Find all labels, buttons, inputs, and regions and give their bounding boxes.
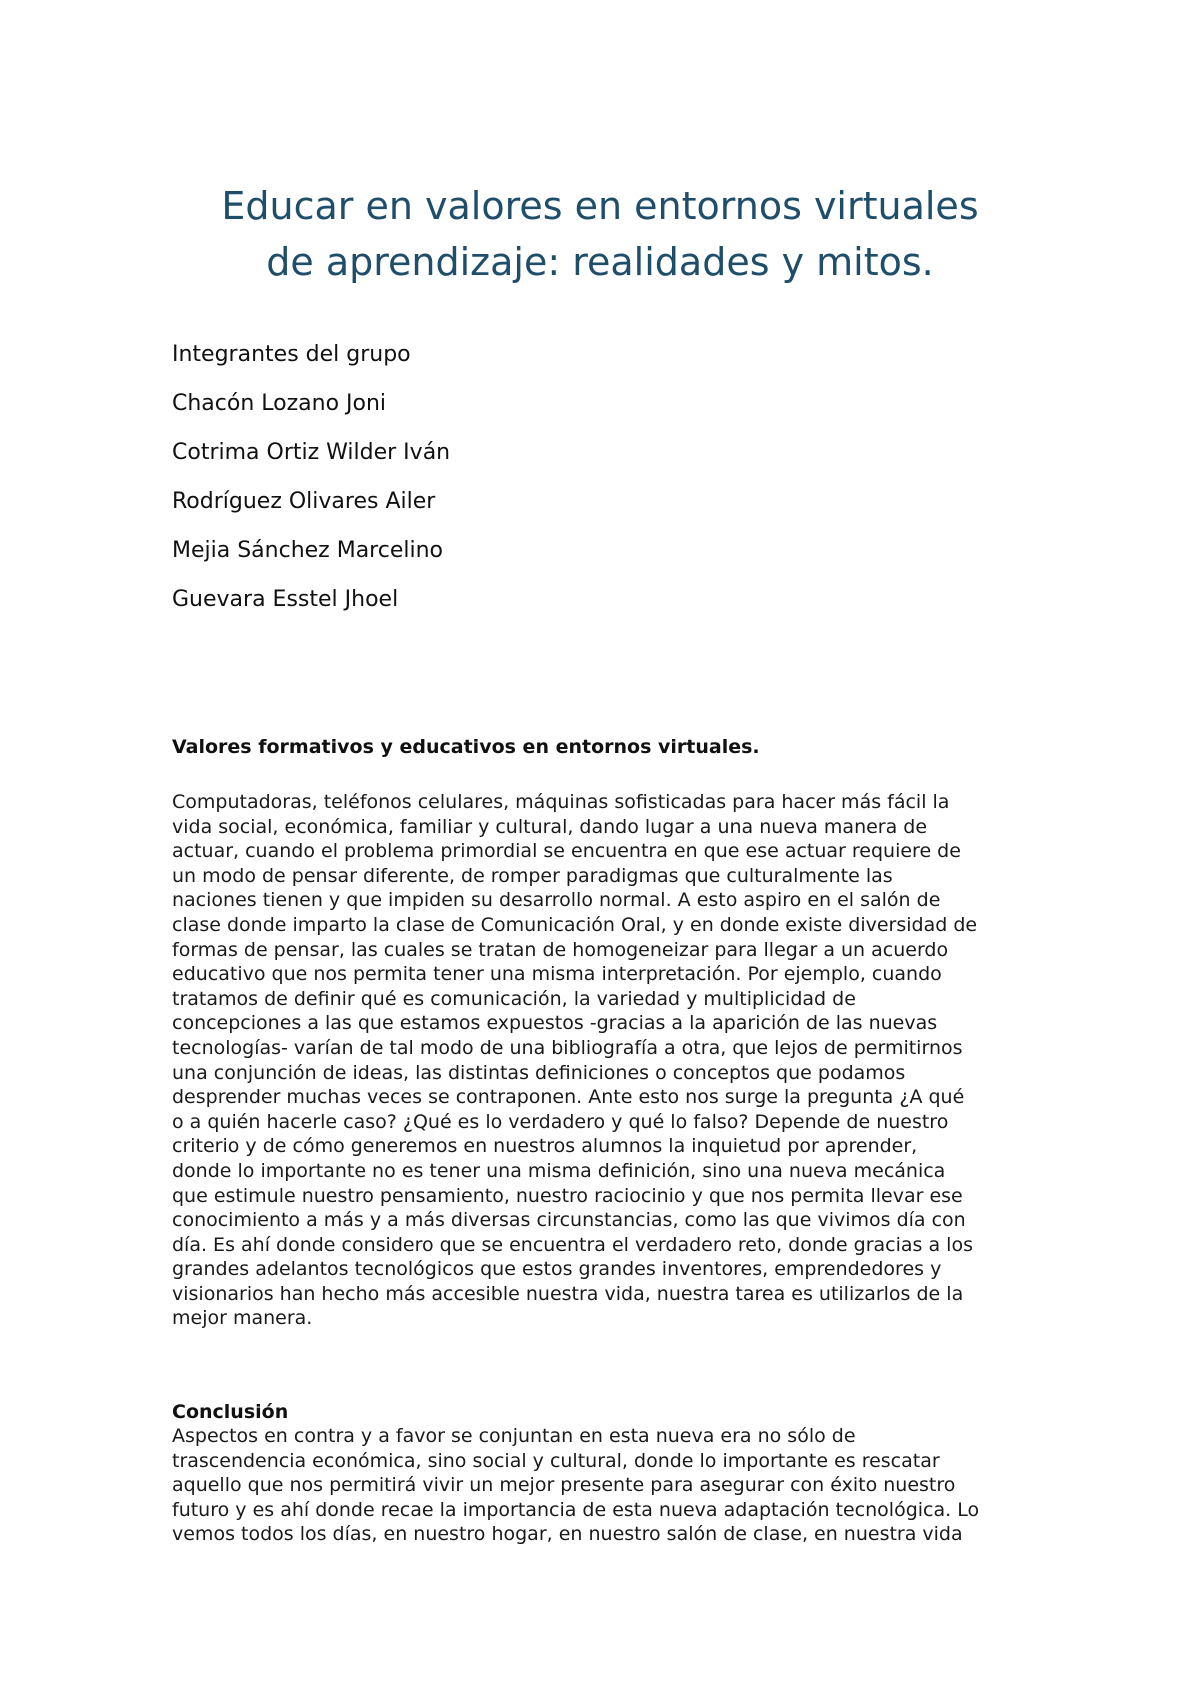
document-title: Educar en valores en entornos virtuales de aprendizaje: realidades y mitos. <box>221 184 979 284</box>
member-name: Chacón Lozano Joni <box>172 391 387 416</box>
member-name: Rodríguez Olivares Ailer <box>172 489 436 514</box>
conclusion-paragraph: Aspectos en contra y a favor se conjuntan en esta nueva era no sólo de trascendencia económica, sino social y cultural, donde lo importante es rescatar aquello que nos permitirá vivir un mejor presente para asegurar con éxito nuestro futuro y es ahí donde recae la importancia de esta nueva adaptación tecnológica. Lo vemos todos los días, en nuestro hogar, en nuestro salón de clase, en nuestra vida <box>172 1425 980 1546</box>
member-name: Guevara Esstel Jhoel <box>172 587 399 612</box>
body-paragraph: Computadoras, teléfonos celulares, máquinas sofisticadas para hacer más fácil la vida social, económica, familiar y cultural, dando lugar a una nueva manera de actuar, cuando el problema primordial se encuentra en que ese actuar requiere de un modo de pensar diferente, de romper paradigmas que culturalmente las naciones tienen y que impiden su desarrollo normal. A esto aspiro en el salón de clase donde imparto la clase de Comunicación Oral, y en donde existe diversidad de formas de pensar, las cuales se tratan de homogeneizar para llegar a un acuerdo educativo que nos permita tener una misma interpretación. Por ejemplo, cuando tratamos de definir qué es comunicación, la variedad y multiplicidad de concepciones a las que estamos expuestos -gracias a la aparición de las nuevas tecnologías- varían de tal modo de una bibliografía a otra, que lejos de permitirnos una conjunción de ideas, las distintas definiciones o conceptos que podamos desprender muchas veces se contraponen. Ante esto nos surge la pregunta ¿A qué o a quién hacerle caso? ¿Qué es lo verdadero y qué lo falso? Depende de nuestro criterio y de cómo generemos en nuestros alumnos la inquietud por aprender, donde lo importante no es tener una misma definición, sino una nueva mecánica que estimule nuestro pensamiento, nuestro raciocinio y que nos permita llevar ese conocimiento a más y a más diversas circunstancias, como las que vivimos día con día. Es ahí donde considero que se encuentra el verdadero reto, donde gracias a los grandes adelantos tecnológicos que estos grandes inventores, emprendedores y visionarios han hecho más accesible nuestra vida, nuestra tarea es utilizarlos de la mejor manera. <box>172 791 978 1330</box>
member-name: Mejia Sánchez Marcelino <box>172 538 444 563</box>
member-name: Cotrima Ortiz Wilder Iván <box>172 440 451 465</box>
members-list <box>172 342 450 636</box>
section-heading: Valores formativos y educativos en entornos virtuales. <box>172 736 760 758</box>
members-heading: Integrantes del grupo <box>172 342 411 367</box>
conclusion-heading: Conclusión <box>172 1401 289 1423</box>
